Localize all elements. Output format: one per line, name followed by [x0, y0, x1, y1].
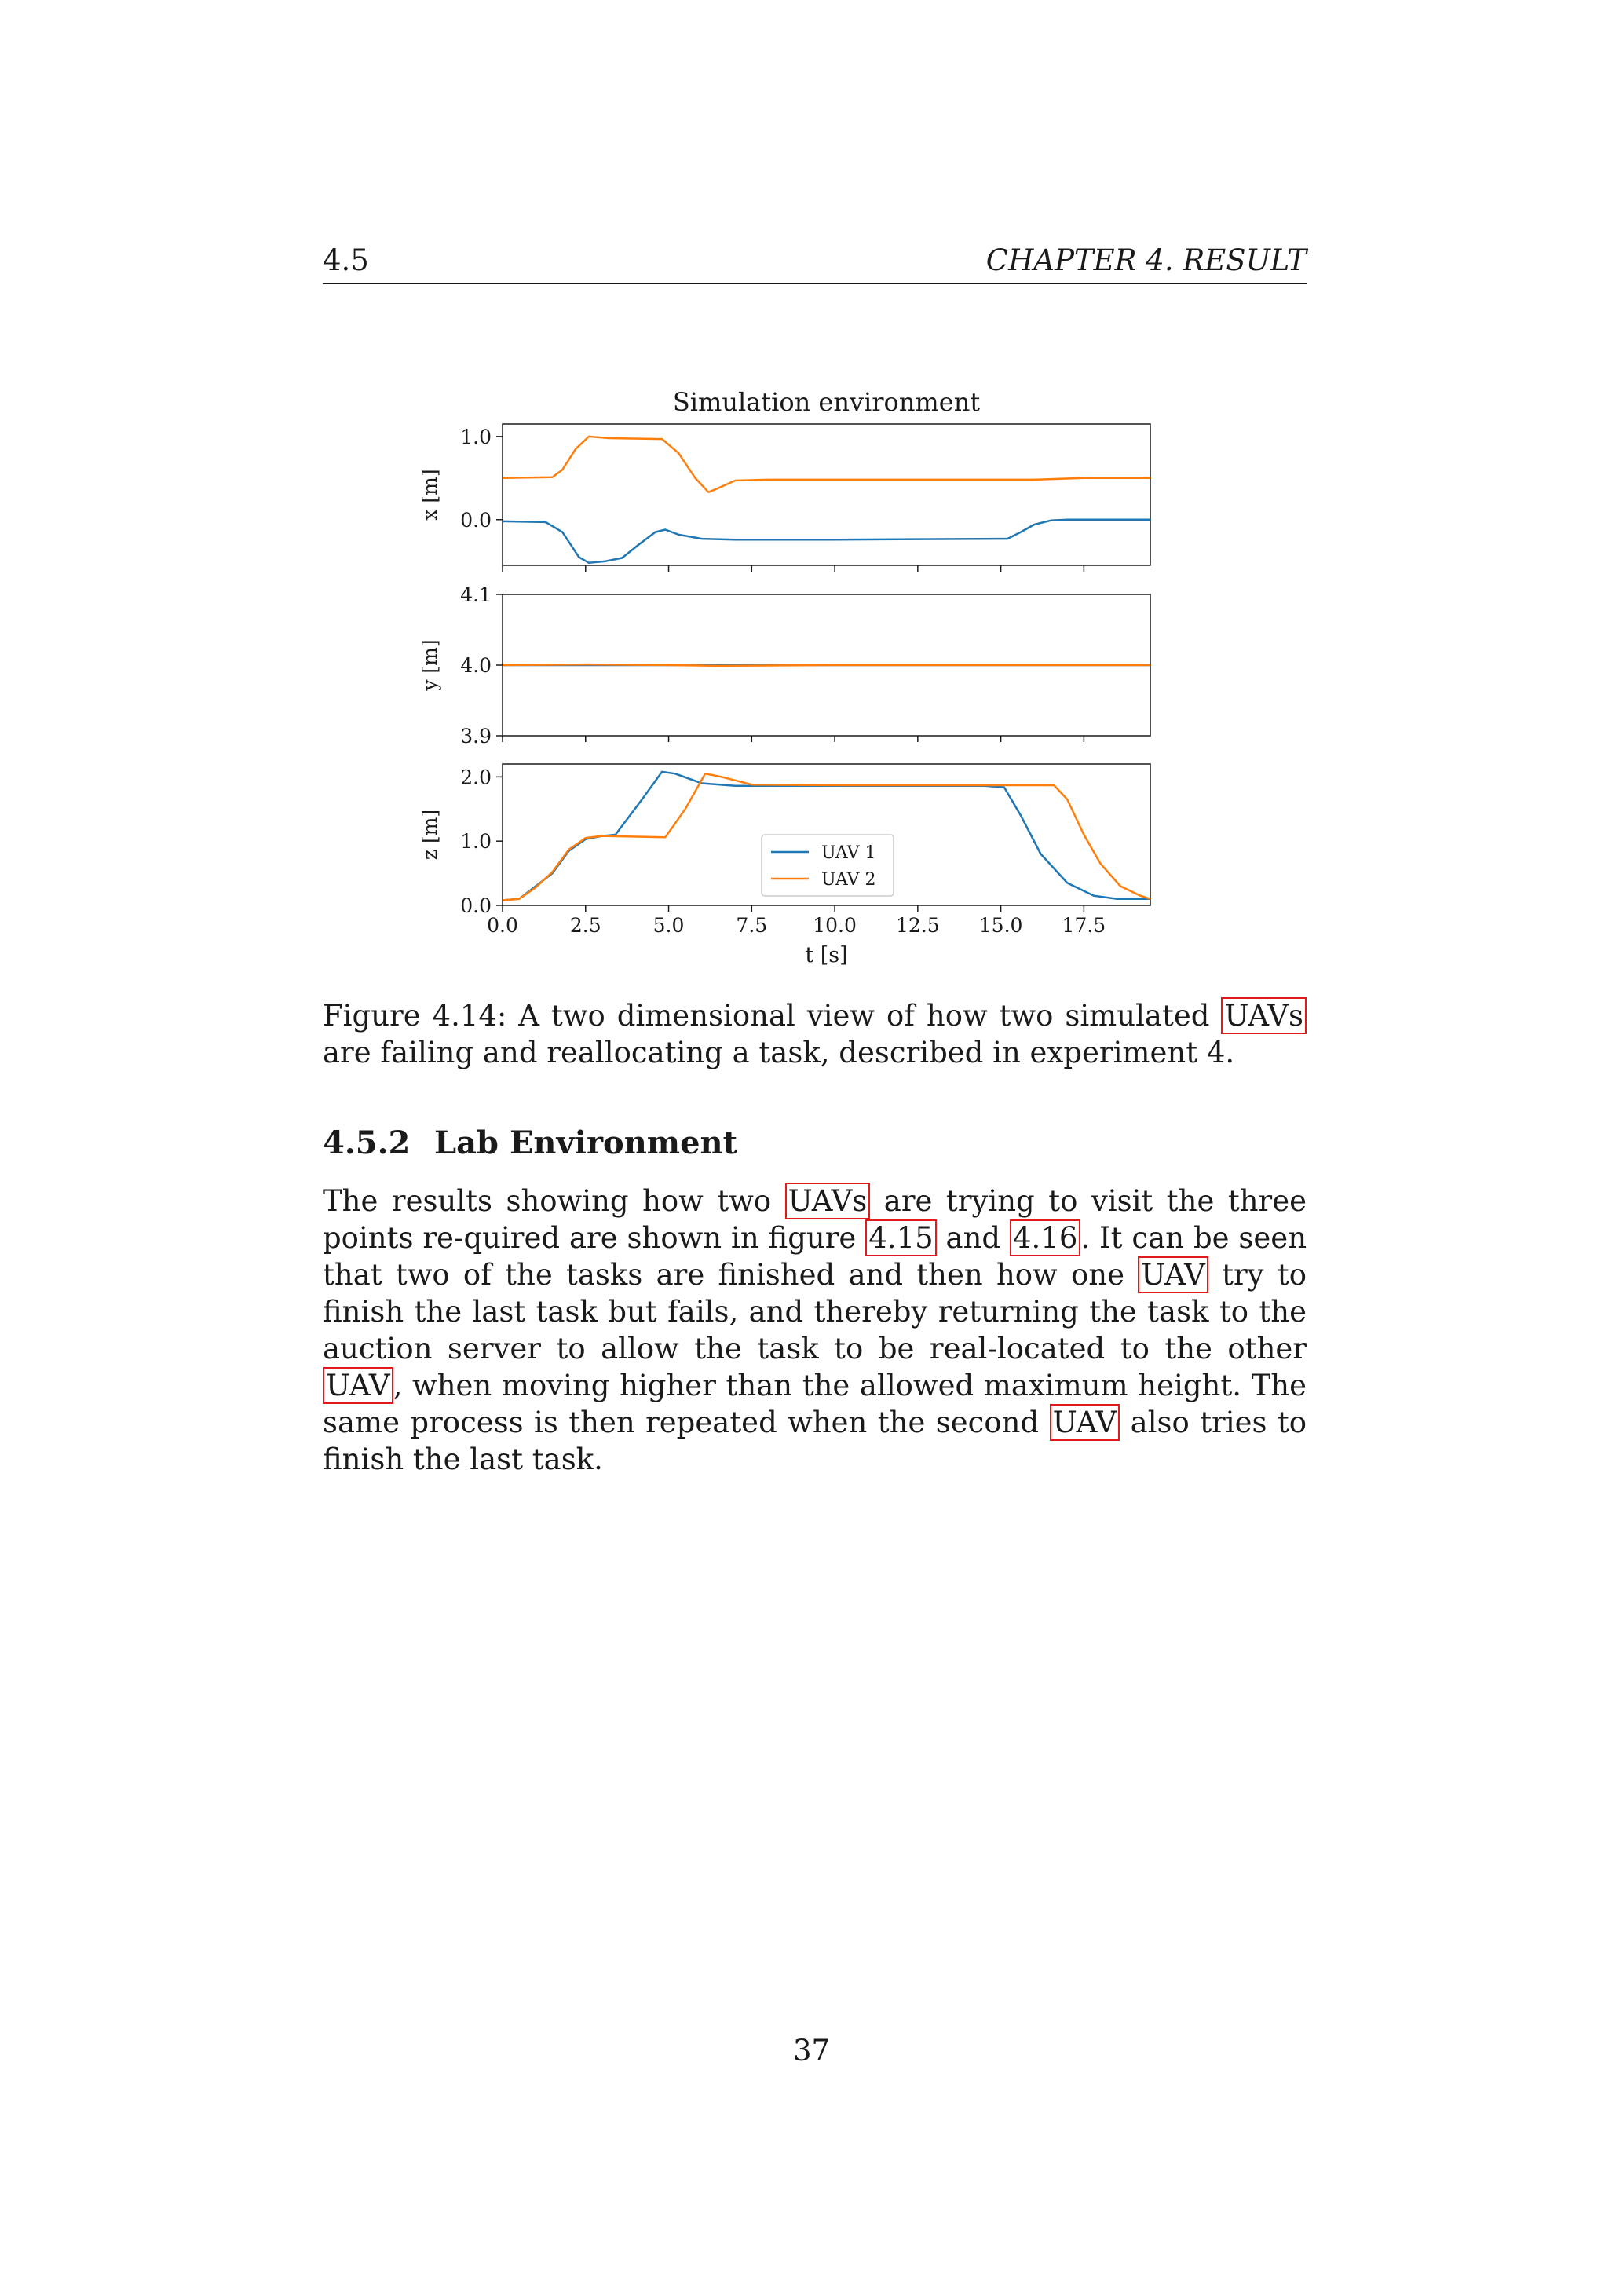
ref-figure-4-15[interactable]: 4.15: [865, 1219, 936, 1256]
section-title: Lab Environment: [434, 1124, 738, 1161]
x-tick-label: 15.0: [978, 914, 1023, 937]
series-line-1: [503, 520, 1150, 563]
x-tick-label: 12.5: [896, 914, 940, 937]
y-tick-label: 2.0: [460, 766, 492, 789]
running-header-chapter: CHAPTER 4. RESULT: [985, 243, 1307, 277]
y-axis-label: z [m]: [419, 809, 441, 861]
page-number: 37: [792, 2034, 831, 2067]
series-line-2: [503, 437, 1150, 492]
header-rule: [323, 283, 1307, 284]
x-tick-label: 17.5: [1062, 914, 1106, 937]
x-axis-label: t [s]: [805, 943, 848, 967]
ref-figure-4-16[interactable]: 4.16: [1010, 1219, 1080, 1256]
y-tick-label: 4.1: [460, 583, 492, 606]
chart-title: Simulation environment: [672, 387, 981, 417]
ref-uav-3[interactable]: UAV: [1050, 1404, 1120, 1441]
y-tick-label: 3.9: [460, 725, 492, 748]
body-text-5: try to finish the last task but fails, and thereby returning the task to the auction server to allow the task to be real-located to the other: [323, 1258, 1307, 1366]
body-text-4: . It can be seen that two of the tasks are finished and then how one: [323, 1221, 1307, 1292]
y-tick-label: 0.0: [460, 894, 492, 917]
legend-label: UAV 1: [821, 843, 876, 863]
body-text-2: are trying to visit the three points re-quired are shown in figure: [323, 1184, 1307, 1255]
x-tick-label: 2.5: [569, 914, 601, 937]
ref-uav-1[interactable]: UAV: [1138, 1256, 1208, 1293]
body-paragraph: [323, 1183, 1307, 1478]
panel-frame: [503, 424, 1150, 565]
ref-uav-2[interactable]: UAV: [323, 1367, 393, 1404]
section-number: 4.5.2: [323, 1124, 411, 1161]
y-axis-label: x [m]: [419, 469, 441, 521]
figure-caption: [323, 997, 1307, 1071]
x-tick-label: 10.0: [813, 914, 857, 937]
body-text-7: also tries to finish the last task.: [323, 1406, 1307, 1476]
y-tick-label: 1.0: [460, 425, 492, 448]
body-text-3: and: [945, 1221, 1001, 1255]
body-text-6: , when moving higher than the allowed maximum height. The same process is then repeated when the second: [323, 1369, 1307, 1439]
x-tick-label: 5.0: [652, 914, 685, 937]
caption-suffix: are failing and reallocating a task, described in experiment 4.: [323, 1036, 1235, 1069]
figure-4-14-chart: [408, 381, 1162, 978]
caption-ref-uavs[interactable]: UAVs: [1221, 997, 1307, 1034]
y-tick-label: 4.0: [460, 654, 492, 677]
running-header-section: 4.5: [323, 243, 369, 277]
ref-uavs[interactable]: UAVs: [785, 1183, 871, 1219]
section-heading: [323, 1124, 737, 1161]
caption-prefix: Figure 4.14: A two dimensional view of how two simulated: [323, 999, 1210, 1033]
x-tick-label: 7.5: [736, 914, 768, 937]
legend-label: UAV 2: [821, 870, 876, 890]
y-axis-label: y [m]: [419, 639, 441, 691]
body-text-1: The results showing how two: [323, 1184, 772, 1218]
y-tick-label: 1.0: [460, 830, 492, 854]
x-tick-label: 0.0: [487, 914, 518, 937]
y-tick-label: 0.0: [460, 508, 492, 532]
